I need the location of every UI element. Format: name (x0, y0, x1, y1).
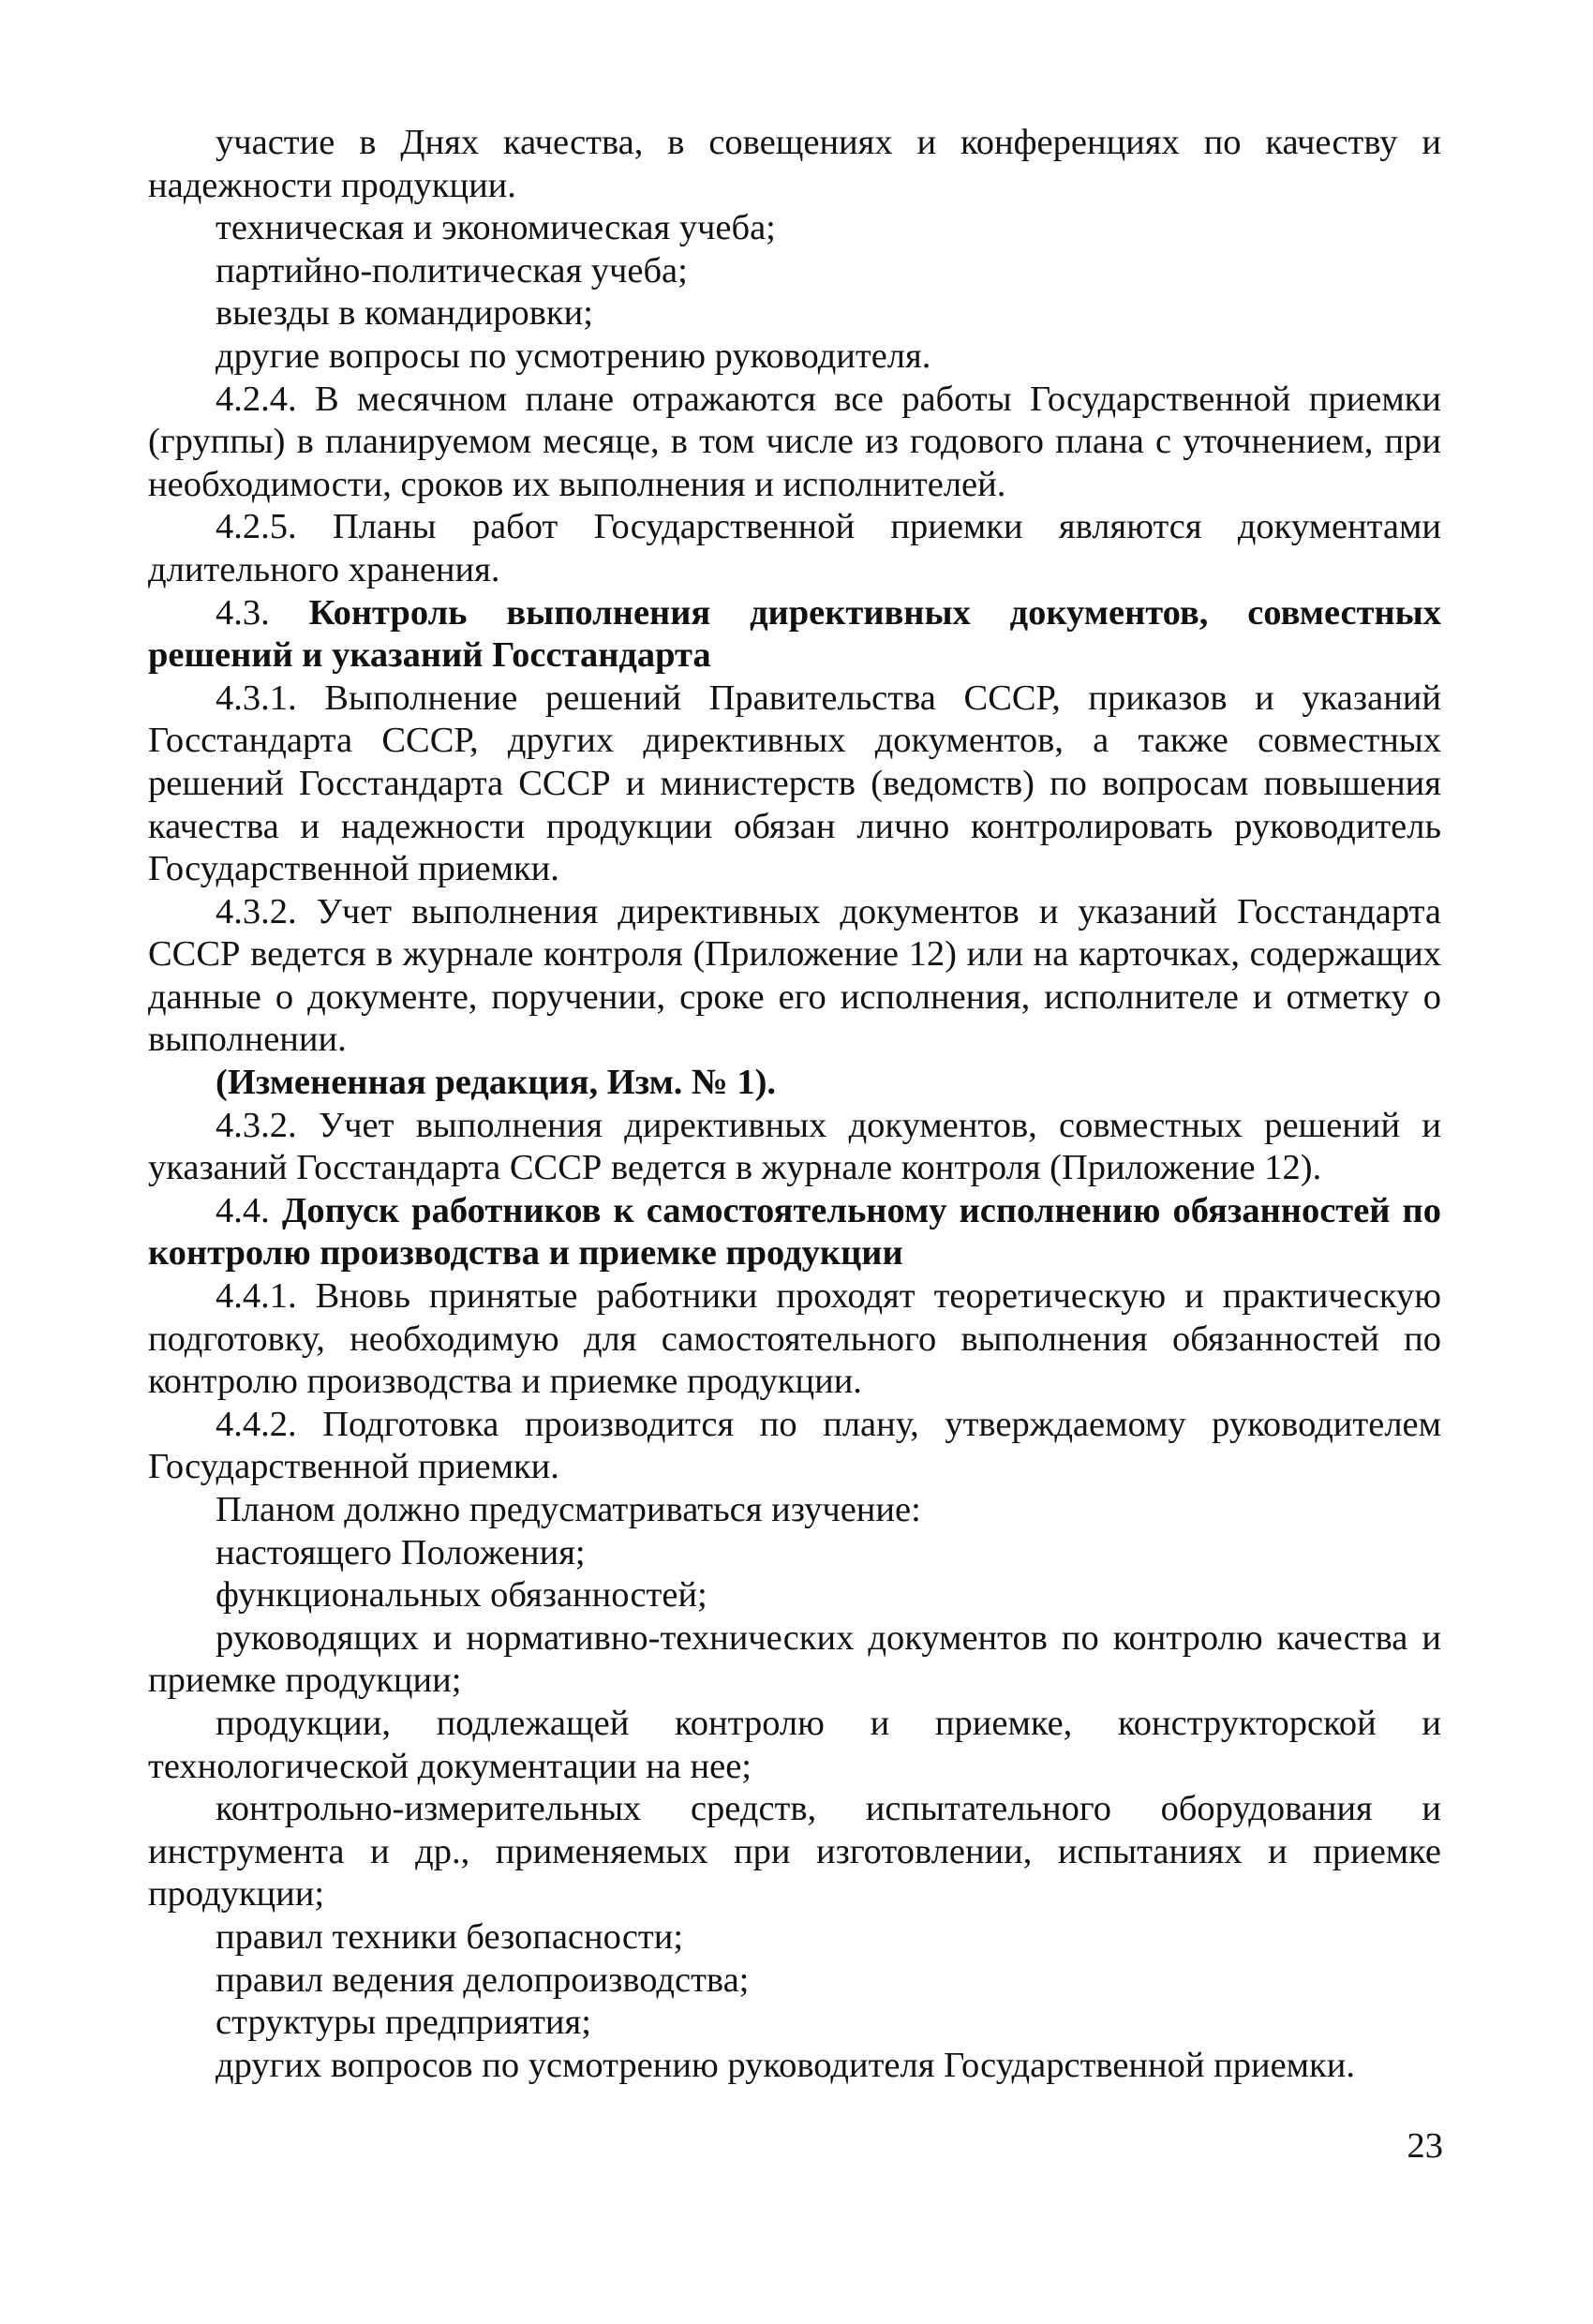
document-body (148, 122, 1441, 2087)
list-item (148, 1959, 1441, 2003)
list-item-text: контрольно-измерительных средств, испытательного оборудования и инструмента и др., применяемых при изготовлении, испытаниях и приемке продукции; (148, 1789, 1441, 1914)
list-item-text: структуры предприятия; (216, 2003, 591, 2043)
list-item (148, 1788, 1441, 1916)
list-item-text: правил ведения делопроизводства; (216, 1959, 750, 2000)
list-item (148, 1532, 1441, 1575)
paragraph-text: другие вопросы по усмотрению руководителя. (216, 335, 931, 376)
paragraph (148, 891, 1441, 1062)
paragraph-text: участие в Днях качества, в совещениях и конференциях по качеству и надежности продукции. (148, 123, 1441, 205)
paragraph-text: техническая и экономическая учеба; (216, 208, 776, 248)
page-number: 23 (1407, 2126, 1443, 2166)
paragraph-text: выезды в командировки; (216, 293, 593, 334)
paragraph-text: 4.3.1. Выполнение решений Правительства СССР, приказов и указаний Госстандарта СССР, других директивных документов, а также совместных решений Госстандарта СССР и министерств (ведомств) по вопросам повышения качества и надежности продукции обязан лично контролировать руководитель Государственной приемки. (148, 678, 1441, 889)
paragraph (148, 1404, 1441, 1489)
paragraph-text: 4.2.4. В месячном плане отражаются все работы Государственной приемки (группы) в планируемом месяце, в том числе из годового плана с уточнением, при необходимости, сроков их выполнения и исполнителей. (148, 379, 1441, 504)
list-item-text: продукции, подлежащей контролю и приемке, конструкторской и технологической документации на нее; (148, 1703, 1441, 1786)
list-item-text: руководящих и нормативно-технических документов по контролю качества и приемке продукции; (148, 1617, 1441, 1701)
paragraph-text: 4.4.2. Подготовка производится по плану, утверждаемому руководителем Государственной приемки. (148, 1404, 1441, 1487)
paragraph-text: 4.2.5. Планы работ Государственной приемки являются документами длительного хранения. (148, 507, 1441, 589)
paragraph-text: партийно-политическая учеба; (216, 250, 688, 290)
list-item (148, 1574, 1441, 1617)
list-item (148, 1617, 1441, 1703)
paragraph-text: Планом должно предусматриваться изучение: (216, 1490, 921, 1529)
paragraph (148, 207, 1441, 250)
section-heading (148, 1190, 1441, 1275)
paragraph-text: 4.3.2. Учет выполнения директивных документов и указаний Госстандарта СССР ведется в журнале контроля (Приложение 12) или на карточках, содержащих данные о документе, поручении, сроке его исполнения, исполнителе и отметку о выполнении. (148, 891, 1441, 1060)
section-heading (148, 592, 1441, 678)
paragraph (148, 292, 1441, 335)
paragraph (148, 379, 1441, 507)
paragraph (148, 1489, 1441, 1532)
list-item-text: других вопросов по усмотрению руководителя Государственной приемки. (216, 2045, 1355, 2085)
section-number: 4.4. (216, 1190, 270, 1230)
section-title: Допуск работников к самостоятельному исполнению обязанностей по контролю производства и приемке продукции (148, 1190, 1441, 1274)
paragraph (148, 250, 1441, 293)
list-item-text: настоящего Положения; (216, 1532, 586, 1572)
amendment-note (148, 1062, 1441, 1105)
paragraph (148, 678, 1441, 891)
list-item-text: функциональных обязанностей; (216, 1575, 707, 1616)
paragraph-text: 4.3.2. Учет выполнения директивных документов, совместных решений и указаний Госстандарта СССР ведется в журнале контроля (Приложение 12). (148, 1105, 1441, 1188)
paragraph (148, 1105, 1441, 1190)
section-number: 4.3. (216, 592, 270, 633)
list-item (148, 2002, 1441, 2045)
list-item-text: правил техники безопасности; (216, 1916, 684, 1957)
paragraph (148, 1275, 1441, 1404)
paragraph-text: 4.4.1. Вновь принятые работники проходят теоретическую и практическую подготовку, необходимую для самостоятельного выполнения обязанностей по контролю производства и приемке продукции. (148, 1276, 1441, 1402)
list-item (148, 2045, 1441, 2088)
paragraph (148, 506, 1441, 591)
list-item (148, 1916, 1441, 1959)
list-item (148, 1703, 1441, 1788)
amendment-text: (Измененная редакция, Изм. № 1). (216, 1063, 777, 1103)
paragraph (148, 335, 1441, 379)
section-title: Контроль выполнения директивных документов, совместных решений и указаний Госстандарта (148, 592, 1441, 676)
paragraph (148, 122, 1441, 207)
